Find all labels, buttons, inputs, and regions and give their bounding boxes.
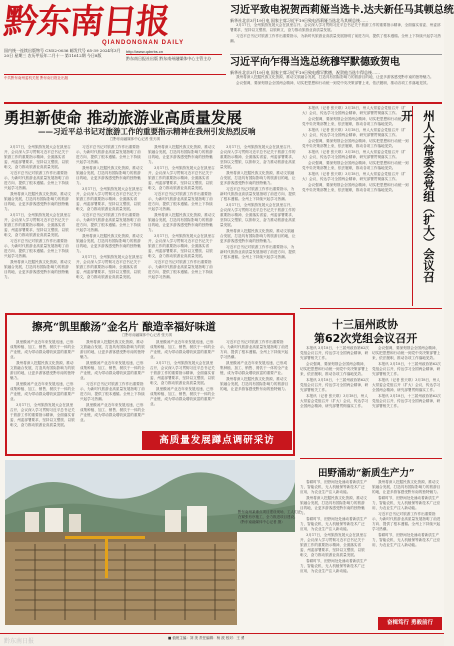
cppcc-headline-line2[interactable]: 第62次党组会议召开 [314, 332, 418, 345]
issue-info: 国内统一连续出版物号 CN52-0036 邮发代号 65-39 2024年3月20日 星期三 农历甲辰年二月十一 第11612期 今日8版 [4, 48, 121, 58]
cppcc-col-2: 会议强调，要深刻领会全国两会精神，切实把思想和行动统一到党中央决策部署上来，依法履职，推动各项工作落地见效。 本报讯 3月18日，十三届州政协第62次党组会议召开，传达学习全国两会精神，研究部署相关工作。 本报讯（记者 张天琪）3月18日，州人大常委会党组召开（扩大）会议，传达学习全国两会精神，研究部署贯彻落实工作。 本报讯 3月18日，十三届州政协第62次党组会议召开，传达学习全国两会精神，研究部署相关工作。 [372, 346, 441, 408]
photo-illustration [5, 460, 295, 625]
section-rule [300, 308, 442, 309]
publisher-info: 黔东南日报社出版 黔东南州融媒体中心主管主办 [126, 54, 222, 70]
construction-site-photo[interactable] [5, 460, 295, 625]
top-right-lead-2: 新华社北京3月19日电 国家主席习近平19日致电穆罕默德，祝贺他当选乍得总统…… [230, 70, 380, 75]
masthead-rule [4, 74, 226, 75]
editor-credits: ■ 值班主编：刘 美 责任编辑：杨 波 校对：王 勇 [168, 636, 245, 640]
newspaper-logo: 黔东南日报 [1, 2, 172, 42]
congress-article-body: 本报讯（记者 张天琪）3月18日，州人大常委会党组召开（扩大）会议，传达学习全国两会精神，研究部署贯彻落实工作。 会议强调，要深刻领会全国两会精神，切实把思想和行动统一到党中央决策部署上来，依法履职，推动各项工作落地见效。 本报讯（记者 张天琪）3月18日，州人大常委会党组召开（扩大）会议，传达学习全国两会精神，研究部署贯彻落实工作。 会议强调，要深刻领会全国两会精神，切实把思想和行动统一到党中央决策部署上来，依法履职，推动各项工作落地见效。 本报讯（记者 张天琪）3月18日，州人大常委会党组召开（扩大）会议，传达学习全国两会精神，研究部署贯彻落实工作。 会议强调，要深刻领会全国两会精神，切实把思想和行动统一到党中央决策部署上来，依法履职，推动各项工作落地见效。 本报讯（记者 张天琪）3月18日，州人大常委会党组召开（扩大）会议，传达学习全国两会精神，研究部署贯彻落实工作。 会议强调，要深刻领会全国两会精神，切实把思想和行动统一到党中央决策部署上来，依法履职，推动各项工作落地见效。 [302, 106, 409, 192]
main-article-col-2: 习近平总书记对旅游工作作出重要指示，为新时代旅游业高质量发展指明了前进方向、提供了根本遵循。全州上下持续兴起学习热潮。 我州将深入挖掘民族文化资源，推动文旅融合发展，打造具有国际影响力的旅游目的地，让更多游客感受黔东南的独特魅力。 3月17日，全州旅游发展大会在凯里召开，会议深入学习贯彻习近平总书记关于旅游工作的重要指示精神，全面落实省委、州委部署要求，坚持以文塑旅、以旅彰文，奋力推动旅游业高质量发展。 习近平总书记对旅游工作作出重要指示，为新时代旅游业高质量发展指明了前进方向、提供了根本遵循。全州上下持续兴起学习热潮。 我州将深入挖掘民族文化资源，推动文旅融合发展，打造具有国际影响力的旅游目的地，让更多游客感受黔东南的独特魅力。 3月17日，全州旅游发展大会在凯里召开，会议深入学习贯彻习近平总书记关于旅游工作的重要指示精神，全面落实省委、州委部署要求，坚持以文塑旅、以旅彰文，奋力推动旅游业高质量发展。 [76, 145, 144, 279]
top-right-headline-2[interactable]: 习近平向乍得当选总统穆罕默德致贺电 [230, 57, 400, 68]
photo-caption: 黔东南州某重点项目建设现场，工人们正在紧张有序施工，全力推进项目建设。（黔东南融媒体中心记者 摄） [238, 510, 301, 524]
top-right-article-2[interactable] [230, 56, 442, 95]
congress-vertical-headline[interactable]: 州人大常委会党组（扩大）会议召开 [400, 110, 436, 283]
productivity-col-2: 我州将深入挖掘民族文化资源，推动文旅融合发展，打造具有国际影响力的旅游目的地，让更多游客感受黔东南的独特魅力。 春耕时节，田野间处处涌动着新质生产力，智能农机、无人机植保等新技术广泛应用，为农业生产注入新动能。 习近平总书记对旅游工作作出重要指示，为新时代旅游业高质量发展指明了前进方向、提供了根本遵循。全州上下持续兴起学习热潮。 春耕时节，田野间处处涌动着新质生产力，智能农机、无人机植保等新技术广泛应用，为农业生产注入新动能。 [372, 480, 441, 547]
newspaper-url[interactable]: http://www.qdnrbs.cn [126, 49, 164, 54]
top-right-lead-1: 新华社北京3月19日电 国家主席习近平19日致电西莉娅当选北马其顿总统…… [230, 18, 368, 23]
cppcc-col-1: 本报讯 3月18日，十三届州政协第62次党组会议召开，传达学习全国两会精神，研究部署相关工作。 会议强调，要深刻领会全国两会精神，切实把思想和行动统一到党中央决策部署上来，依法履职，推动各项工作落地见效。 本报讯 3月18日，十三届州政协第62次党组会议召开，传达学习全国两会精神，研究部署相关工作。 本报讯（记者 张天琪）3月18日，州人大常委会党组召开（扩大）会议，传达学习全国两会精神，研究部署贯彻落实工作。 [300, 346, 369, 408]
divider [230, 54, 442, 55]
featured-col-3: 凯里酸汤产业近年来发展迅速，已形成集种植、加工、销售、餐饮于一体的全产业链，成为带动群众增收致富的重要产业。 3月17日，全州旅游发展大会在凯里召开，会议深入学习贯彻习近平总书记关于旅游工作的重要指示精神，全面落实省委、州委部署要求，坚持以文塑旅、以旅彰文，奋力推动旅游业高质量发展。 凯里酸汤产业近年来发展迅速，已形成集种植、加工、销售、餐饮于一体的全产业链，成为带动群众增收致富的重要产业。 [150, 340, 215, 406]
cppcc-headline-line1[interactable]: 十三届州政协 [332, 318, 398, 331]
featured-col-4: 习近平总书记对旅游工作作出重要指示，为新时代旅游业高质量发展指明了前进方向、提供了根本遵循。全州上下持续兴起学习热潮。 凯里酸汤产业近年来发展迅速，已形成集种植、加工、销售、餐饮于一体的全产业链，成为带动群众增收致富的重要产业。 我州将深入挖掘民族文化资源，推动文旅融合发展，打造具有国际影响力的旅游目的地，让更多游客感受黔东南的独特魅力。 [220, 340, 289, 391]
slogan-badge[interactable]: 奋楫笃行 勇毅前行 [378, 617, 442, 630]
main-article-col-1: 3月17日，全州旅游发展大会在凯里召开，会议深入学习贯彻习近平总书记关于旅游工作的重要指示精神，全面落实省委、州委部署要求，坚持以文塑旅、以旅彰文，奋力推动旅游业高质量发展。 习近平总书记对旅游工作作出重要指示，为新时代旅游业高质量发展指明了前进方向、提供了根本遵循。全州上下持续兴起学习热潮。 我州将深入挖掘民族文化资源，推动文旅融合发展，打造具有国际影响力的旅游目的地，让更多游客感受黔东南的独特魅力。 3月17日，全州旅游发展大会在凯里召开，会议深入学习贯彻习近平总书记关于旅游工作的重要指示精神，全面落实省委、州委部署要求，坚持以文塑旅、以旅彰文，奋力推动旅游业高质量发展。 习近平总书记对旅游工作作出重要指示，为新时代旅游业高质量发展指明了前进方向、提供了根本遵循。全州上下持续兴起学习热潮。 我州将深入挖掘民族文化资源，推动文旅融合发展，打造具有国际影响力的旅游目的地，让更多游客感受黔东南的独特魅力。 [4, 145, 72, 279]
main-article-col-4: 3月17日，全州旅游发展大会在凯里召开，会议深入学习贯彻习近平总书记关于旅游工作的重要指示精神，全面落实省委、州委部署要求，坚持以文塑旅、以旅彰文，奋力推动旅游业高质量发展。 我州将深入挖掘民族文化资源，推动文旅融合发展，打造具有国际影响力的旅游目的地，让更多游客感受黔东南的独特魅力。 习近平总书记对旅游工作作出重要指示，为新时代旅游业高质量发展指明了前进方向、提供了根本遵循。全州上下持续兴起学习热潮。 3月17日，全州旅游发展大会在凯里召开，会议深入学习贯彻习近平总书记关于旅游工作的重要指示精神，全面落实省委、州委部署要求，坚持以文塑旅、以旅彰文，奋力推动旅游业高质量发展。 我州将深入挖掘民族文化资源，推动文旅融合发展，打造具有国际影响力的旅游目的地，让更多游客感受黔东南的独特魅力。 习近平总书记对旅游工作作出重要指示，为新时代旅游业高质量发展指明了前进方向、提供了根本遵循。全州上下持续兴起学习热潮。 [220, 145, 296, 259]
vertical-rule [412, 106, 413, 306]
productivity-col-1: 春耕时节，田野间处处涌动着新质生产力，智能农机、无人机植保等新技术广泛应用，为农业生产注入新动能。 我州将深入挖掘民族文化资源，推动文旅融合发展，打造具有国际影响力的旅游目的地，让更多游客感受黔东南的独特魅力。 春耕时节，田野间处处涌动着新质生产力，智能农机、无人机植保等新技术广泛应用，为农业生产注入新动能。 3月17日，全州旅游发展大会在凯里召开，会议深入学习贯彻习近平总书记关于旅游工作的重要指示精神，全面落实省委、州委部署要求，坚持以文塑旅、以旅彰文，奋力推动旅游业高质量发展。 春耕时节，田野间处处涌动着新质生产力，智能农机、无人机植保等新技术广泛应用，为农业生产注入新动能。 [300, 480, 368, 573]
main-headline[interactable]: 勇担新使命 推动旅游业高质量发展 [4, 109, 242, 127]
new-productivity-headline[interactable]: 田野涌动“新质生产力” [318, 468, 415, 479]
top-right-headline-1[interactable]: 习近平致电祝贺西莉娅当选卡.达夫新任马其顿总统 [230, 5, 454, 16]
featured-article-title[interactable]: 擦亮“凯里酸汤”金名片 酿造幸福好味道 [32, 321, 216, 333]
masthead-subline: 中共黔东南州委机关报 黔东南日报社出版 [4, 76, 69, 80]
masthead [1, 2, 226, 76]
main-byline: □黔东南融媒体中心记者 张天琪 [110, 137, 160, 141]
section-rule [300, 458, 442, 459]
section-rule [4, 102, 442, 104]
featured-col-1: 凯里酸汤产业近年来发展迅速，已形成集种植、加工、销售、餐饮于一体的全产业链，成为带动群众增收致富的重要产业。 我州将深入挖掘民族文化资源，推动文旅融合发展，打造具有国际影响力的旅游目的地，让更多游客感受黔东南的独特魅力。 凯里酸汤产业近年来发展迅速，已形成集种植、加工、销售、餐饮于一体的全产业链，成为带动群众增收致富的重要产业。 3月17日，全州旅游发展大会在凯里召开，会议深入学习贯彻习近平总书记关于旅游工作的重要指示精神，全面落实省委、州委部署要求，坚持以文塑旅、以旅彰文，奋力推动旅游业高质量发展。 [10, 340, 75, 427]
top-right-body-1: 3月17日，全州旅游发展大会在凯里召开，会议深入学习贯彻习近平总书记关于旅游工作的重要指示精神，全面落实省委、州委部署要求，坚持以文塑旅、以旅彰文，奋力推动旅游业高质量发展。 习近平总书记对旅游工作作出重要指示，为新时代旅游业高质量发展指明了前进方向、提供了根本遵循。全州上下持续兴起学习热潮。 [230, 23, 441, 43]
special-report-banner[interactable]: 高质量发展蹲点调研采访 [142, 431, 292, 450]
watermark: 黔东南日报 [4, 639, 35, 645]
top-right-body-2: 我州将深入挖掘民族文化资源，推动文旅融合发展，打造具有国际影响力的旅游目的地，让更多游客感受黔东南的独特魅力。 会议强调，要深刻领会全国两会精神，切实把思想和行动统一到党中央决策部署上来，依法履职，推动各项工作落地见效。 [236, 75, 434, 85]
main-article-col-3: 我州将深入挖掘民族文化资源，推动文旅融合发展，打造具有国际影响力的旅游目的地，让更多游客感受黔东南的独特魅力。 3月17日，全州旅游发展大会在凯里召开，会议深入学习贯彻习近平总书记关于旅游工作的重要指示精神，全面落实省委、州委部署要求，坚持以文塑旅、以旅彰文，奋力推动旅游业高质量发展。 习近平总书记对旅游工作作出重要指示，为新时代旅游业高质量发展指明了前进方向、提供了根本遵循。全州上下持续兴起学习热潮。 我州将深入挖掘民族文化资源，推动文旅融合发展，打造具有国际影响力的旅游目的地，让更多游客感受黔东南的独特魅力。 3月17日，全州旅游发展大会在凯里召开，会议深入学习贯彻习近平总书记关于旅游工作的重要指示精神，全面落实省委、州委部署要求，坚持以文塑旅、以旅彰文，奋力推动旅游业高质量发展。 习近平总书记对旅游工作作出重要指示，为新时代旅游业高质量发展指明了前进方向、提供了根本遵循。全州上下持续兴起学习热潮。 [148, 145, 216, 279]
featured-article-byline: □黔东南融媒体中心记者 张天琪 [122, 333, 172, 337]
main-subheadline: ——习近平总书记对旅游工作的重要指示精神在我州引发热烈反响 [38, 127, 256, 136]
newspaper-pinyin: QIANDONGNAN DAILY [102, 40, 185, 46]
top-right-article-1[interactable] [230, 4, 454, 45]
featured-col-2: 我州将深入挖掘民族文化资源，推动文旅融合发展，打造具有国际影响力的旅游目的地，让更多游客感受黔东南的独特魅力。 凯里酸汤产业近年来发展迅速，已形成集种植、加工、销售、餐饮于一体的全产业链，成为带动群众增收致富的重要产业。 习近平总书记对旅游工作作出重要指示，为新时代旅游业高质量发展指明了前进方向、提供了根本遵循。全州上下持续兴起学习热潮。 凯里酸汤产业近年来发展迅速，已形成集种植、加工、销售、餐饮于一体的全产业链，成为带动群众增收致富的重要产业。 [80, 340, 145, 422]
